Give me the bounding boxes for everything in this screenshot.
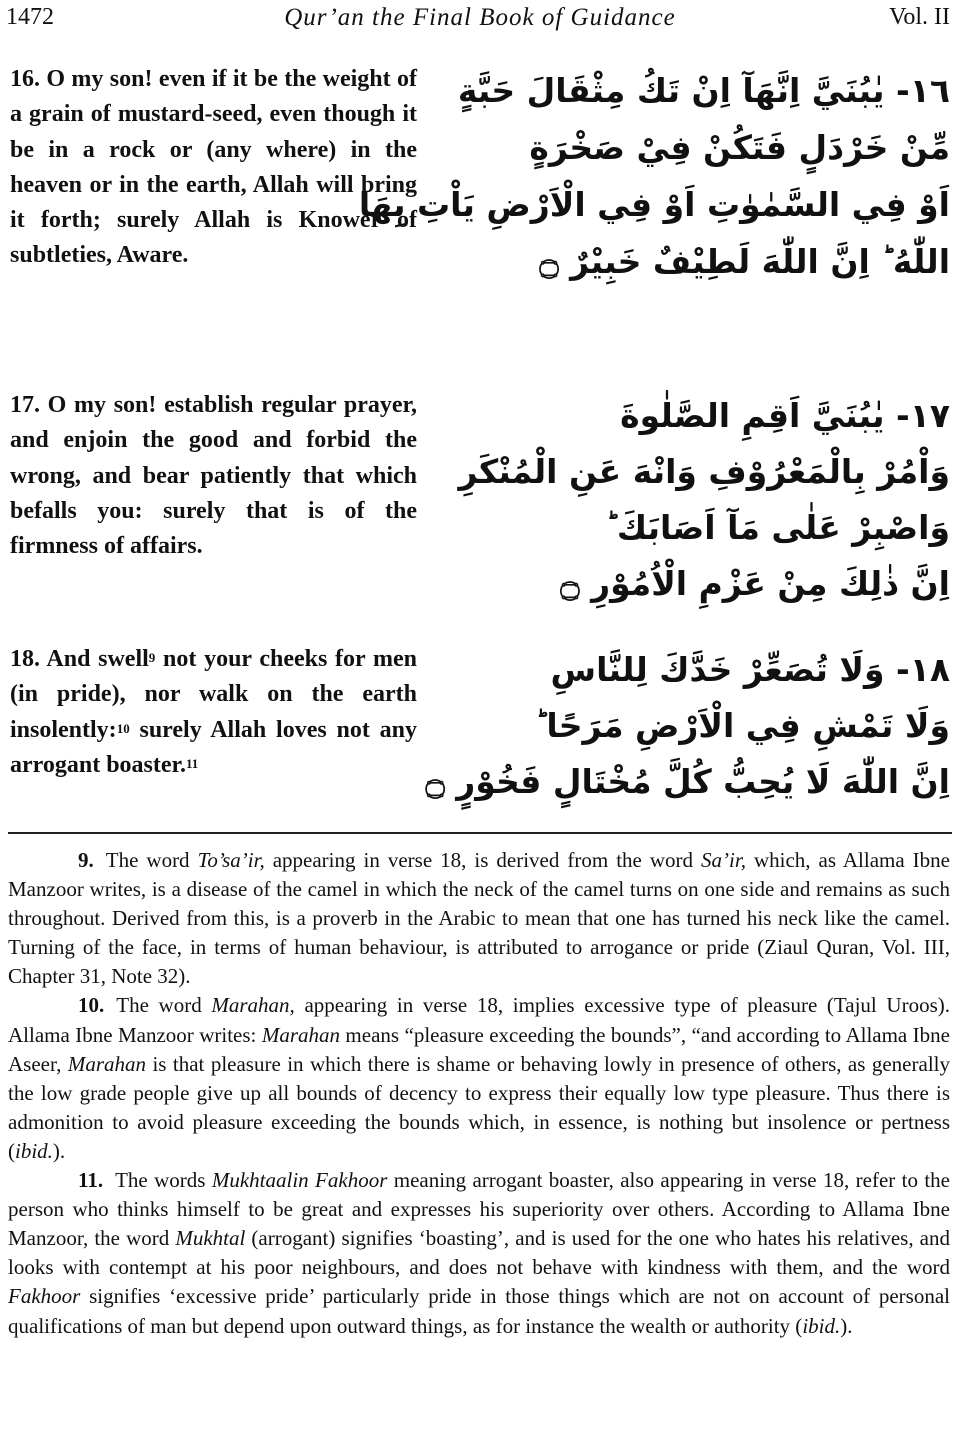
footnote-italic: Marahan [261,1022,340,1047]
arabic-line: اللّٰهُ ؕ اِنَّ اللّٰهَ لَطِيْفٌ خَبِيْرٌ ۝ [539,242,950,281]
footnote-italic: To’sa’ir, [197,848,265,872]
verse-18-text: not your cheeks for men (in pride), nor walk on the earth insolently: [10,646,417,743]
arabic-line: اِنَّ ذٰلِكَ مِنْ عَزْمِ الْاُمُوْرِ ۝ [560,564,950,603]
arabic-line: وَلَا تَمْشِ فِي الْاَرْضِ مَرَحًا ؕ [534,706,950,745]
arabic-line: اِنَّ اللّٰهَ لَا يُحِبُّ كُلَّ مُخْتَالٍ فَخُوْرٍ ۝ [425,762,950,801]
verse-18-translation [10,642,417,783]
page-number: 1472 [6,4,54,30]
footnote-number: 11. [78,1168,104,1193]
arabic-line: ١٧- يٰبُنَيَّ اَقِمِ الصَّلٰوةَ [620,396,950,435]
footnote-italic: ibid. [802,1313,841,1338]
footnote-text: is that pleasure in which there is shame or behaving lowly in presence of others, as generally the low grade people give up all bounds of decency to express their equally low type pleasure. Thus there is admonition to avoid pleasure exceeding the bounds which, in essence, is nothing but insolence or pertness ( [8,1051,950,1163]
footnote-10 [8,991,950,1166]
footnotes [8,846,950,1341]
footnote-number: 10. [78,993,105,1018]
arabic-line: وَاْمُرْ بِالْمَعْرُوْفِ وَانْهَ عَنِ الْمُنْكَرِ [458,452,950,491]
footnote-text: (arrogant) signifies ‘boasting’, and is used for the one who hates his relatives, and looks with contempt at his poor neighbours, and does not behave with kindness with them, and the word [8,1226,950,1280]
footnote-ref-11[interactable]: 11 [186,755,199,771]
footnote-text: signifies ‘excessive pride’ particularly pride in those things which are not on account of personal qualifications of man but depend upon outward things, as for instance the wealth or authority ( [8,1284,950,1338]
arabic-line: ١٨- وَلَا تُصَعِّرْ خَدَّكَ لِلنَّاسِ [550,650,950,689]
footnote-ref-9[interactable]: 9 [148,650,156,665]
verse-16-arabic [358,62,950,290]
footnote-italic: Sa’ir, [701,848,746,872]
page-header [0,0,960,40]
footnote-text: ). [840,1313,853,1338]
running-title: Qur’an the Final Book of Guidance [284,4,676,31]
footnote-italic: Mukhtal [175,1226,246,1251]
volume-label: Vol. II [889,4,950,30]
verse-16-translation: 16. O my son! even if it be the weight of a grain of mustard-seed, even though it be in a rock or (any where) in the heaven or in the earth, Allah will bring it forth; surely Allah is Knower of subtleties, Aware. [10,66,417,269]
footnote-9 [8,846,950,991]
footnote-italic: Mukhtaalin Fakhoor [211,1168,388,1193]
footnote-italic: Marahan, [211,993,295,1018]
footnote-italic: ibid. [15,1138,53,1163]
verse-17-translation: 17. O my son! establish regular prayer, and enjoin the good and forbid the wrong, and bear patiently that which befalls you: surely that is of the firmness of affairs. [10,392,417,560]
footnote-text: The word [116,993,212,1018]
arabic-line: ١٦- يٰبُنَيَّ اِنَّهَآ اِنْ تَكُ مِثْقَالَ حَبَّةٍ [457,71,950,110]
arabic-line: وَاصْبِرْ عَلٰى مَآ اَصَابَكَ ؕ [605,508,950,547]
footnote-11 [8,1166,950,1341]
footnote-ref-10[interactable]: 10 [116,720,130,736]
arabic-line: مِّنْ خَرْدَلٍ فَتَكُنْ فِيْ صَخْرَةٍ [529,128,950,167]
footnote-text: appearing in verse 18, is derived from the word [264,848,702,872]
footnote-text: The words [115,1168,212,1193]
footnote-text: meaning arrogant boaster, also appearing in verse 18, refer to the person who thinks himself to be great and expresses his superiority over others. According to Allama Ibne Manzoor, the word [8,1168,951,1251]
verse-18-arabic [425,642,950,810]
footnote-text: which, as Allama Ibne Manzoor writes, is a disease of the camel in which the neck of the camel turns on one side and remains as such throughout. Derived from this, is a proverb in the Arabic to mean that one has turned his neck like the camel. Turning of the face, in terms of human behaviour, is attributed to arrogance or pride (Ziaul Quran, Vol. III, Chapter 31, Note 32). [8,848,950,989]
footnote-italic: Fakhoor [8,1284,81,1309]
verse-18-text: surely Allah loves not any arrogant boaster. [10,716,417,778]
footnote-text: The word [105,848,198,872]
footnote-text: ). [52,1138,66,1163]
verse-17-arabic [458,388,950,612]
footnote-divider [8,832,952,834]
footnote-text: means “pleasure exceeding the bounds”, “and according to Allama Ibne Aseer, [8,1022,950,1076]
footnote-number: 9. [78,848,94,872]
footnote-text: appearing in verse 18, implies excessive type of pleasure (Tajul Uroos). Allama Ibne Manzoor writes: [8,993,950,1047]
arabic-line: اَوْ فِي السَّمٰوٰتِ اَوْ فِي الْاَرْضِ يَاْتِ بِهَا [358,185,950,224]
verse-18-text: 18. And swell [10,646,149,672]
footnote-italic: Marahan [67,1051,146,1076]
